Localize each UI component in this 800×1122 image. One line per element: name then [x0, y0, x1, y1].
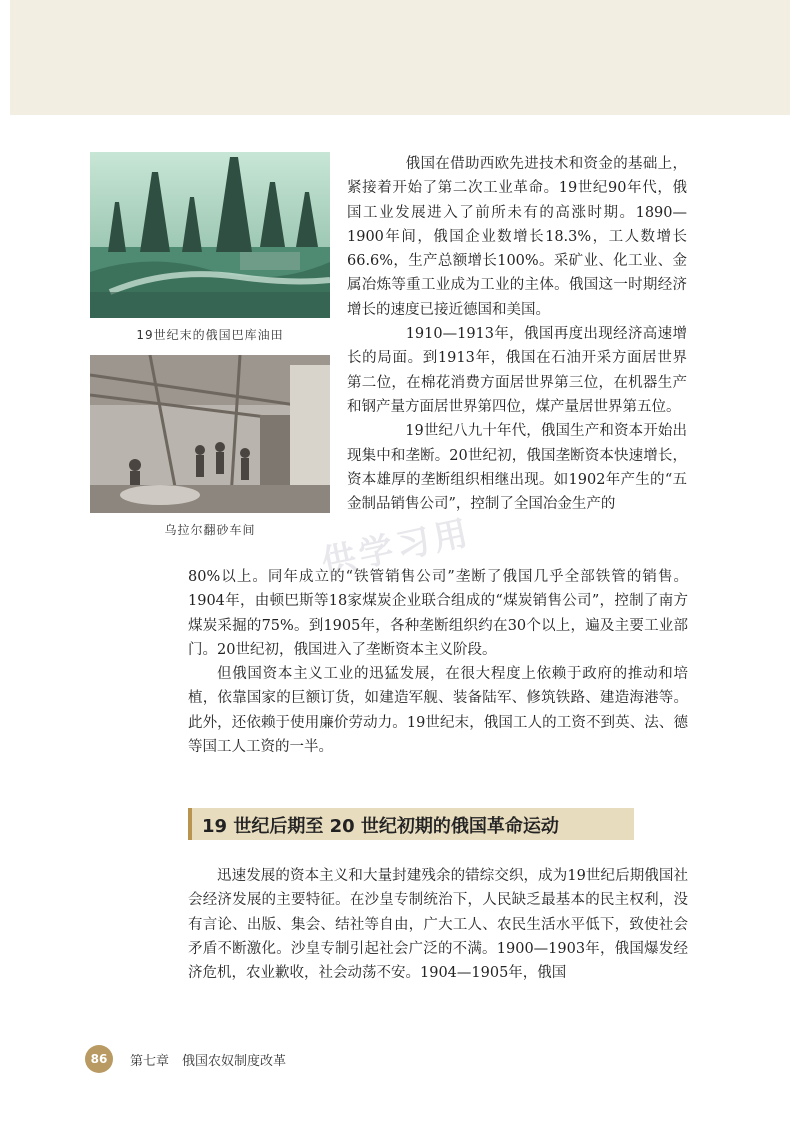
full-width-text: [188, 565, 688, 759]
paragraph-government-dependence: 但俄国资本主义工业的迅猛发展，在很大程度上依赖于政府的推动和培植，依靠国家的巨额订货，如建造军舰、装备陆军、修筑铁路、建造海港等。此外，还依赖于使用廉价劳动力。19世纪末，俄国工人的工资不到英、法、德等国工人工资的一半。: [188, 666, 688, 756]
photo-baku-oilfield: [90, 152, 330, 318]
paragraph-monopoly-continuation: 80%以上。同年成立的“铁管销售公司”垄断了俄国几乎全部铁管的销售。1904年，由顿巴斯等18家煤炭企业联合组成的“煤炭销售公司”，控制了南方煤炭采掘的75%。到1905年，各种垄断组织约在30个以上，遍及主要工业部门。20世纪初，俄国进入了垄断资本主义阶段。: [188, 569, 688, 658]
paragraph-second-industrial-revolution: 俄国在借助西欧先进技术和资金的基础上，紧接着开始了第二次工业革命。19世纪90年代，俄国工业发展进入了前所未有的高涨时期。1890—1900年间，俄国企业数增长18.3%，工人数增长66.6%，生产总额增长100%。采矿业、化工业、金属冶炼等重工业成为工业的主体。俄国这一时期经济增长的速度已接近德国和美国。: [347, 156, 687, 318]
header-band: [10, 0, 790, 115]
chapter-title: 第七章 俄国农奴制度改革: [130, 1054, 287, 1069]
watermark: 供学习用: [318, 512, 476, 584]
paragraph-1910-1913-growth: 1910—1913年，俄国再度出现经济高速增长的局面。到1913年，俄国在石油开采方面居世界第二位，在棉花消费方面居世界第三位，在机器生产和钢产量方面居世界第四位，煤产量居世界第五位。: [347, 326, 687, 415]
paragraph-revolution-background: 迅速发展的资本主义和大量封建残余的错综交织，成为19世纪后期俄国社会经济发展的主要特征。在沙皇专制统治下，人民缺乏最基本的民主权利，没有言论、出版、集会、结社等自由，广大工人、农民生活水平低下，致使社会矛盾不断激化。沙皇专制引起社会广泛的不满。1900—1903年，俄国爆发经济危机，农业歉收，社会动荡不安。1904—1905年，俄国: [188, 868, 688, 982]
section-body-text: [188, 864, 688, 985]
photo2-caption: 乌拉尔翻砂车间: [164, 523, 256, 537]
photo-ural-foundry: [90, 355, 330, 513]
paragraph-monopoly-start: 19世纪八九十年代，俄国生产和资本开始出现集中和垄断。20世纪初，俄国垄断资本快速增长，资本雄厚的垄断组织相继出现。如1902年产生的“五金制品销售公司”，控制了全国冶金生产的: [347, 423, 687, 513]
right-column-text: [347, 152, 687, 516]
section-heading-title: 19 世纪后期至 20 世纪初期的俄国革命运动: [202, 816, 559, 837]
section-heading-bar: [188, 808, 634, 840]
page-number: 86: [85, 1045, 113, 1073]
photo1-caption: 19世纪末的俄国巴库油田: [136, 328, 284, 342]
